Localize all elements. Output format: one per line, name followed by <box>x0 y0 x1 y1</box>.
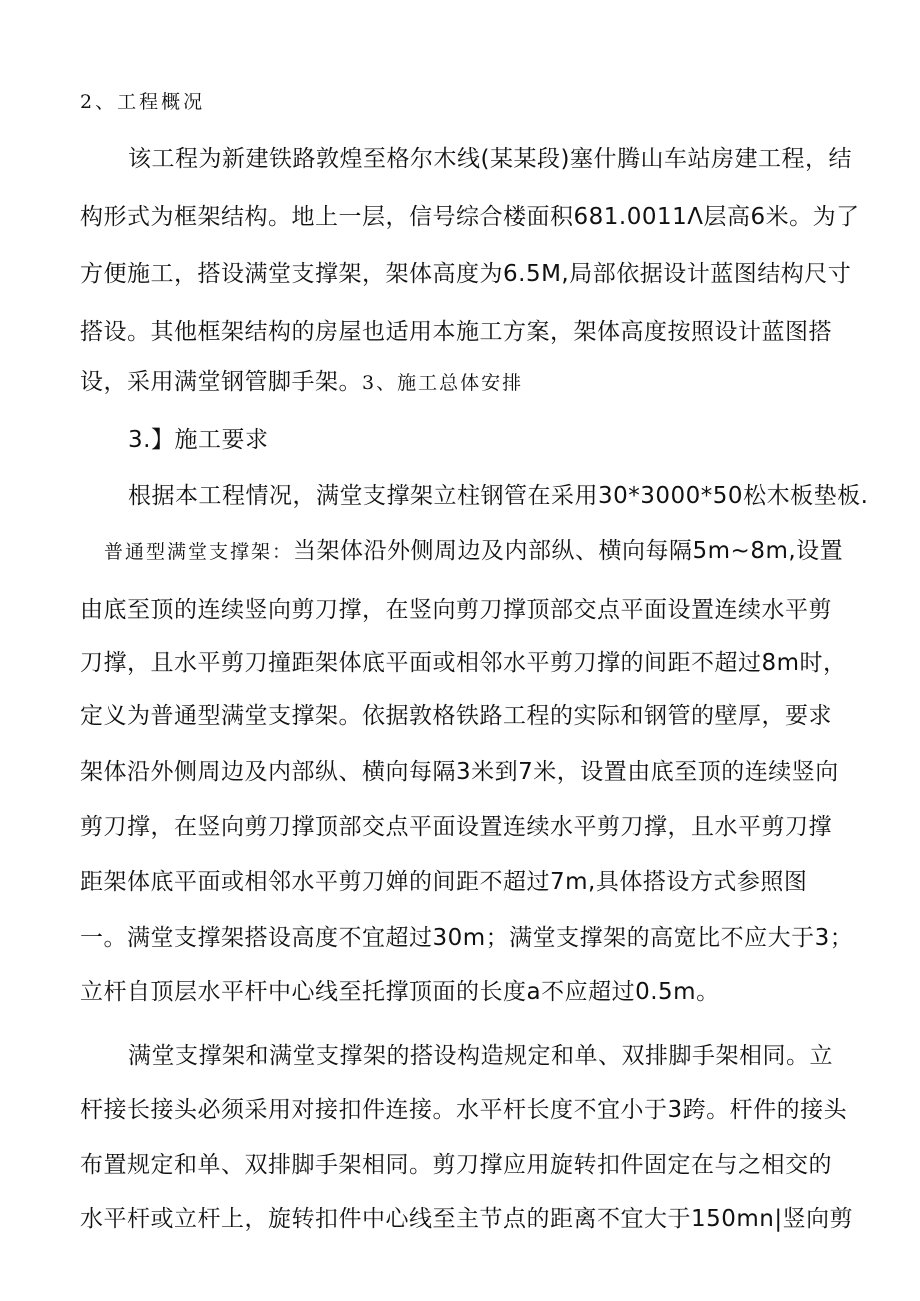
requirement-line-2-text: 当架体沿外侧周边及内部纵、横向每隔5m~8m,设置 <box>293 538 844 564</box>
section-heading-arrangement: 3、施工总体安排 <box>362 372 524 394</box>
requirement-line-9: 一。满堂支撑架搭设高度不宜超过30m；满堂支撑架的高宽比不应大于3； <box>80 925 854 951</box>
requirement-line-2 <box>104 535 843 568</box>
requirement-line-1: 根据本工程情况，满堂支撑架立柱钢管在采用30*3000*50松木板垫板. <box>128 483 869 509</box>
requirement-term-label: 普通型满堂支撑架： <box>104 541 294 563</box>
requirement-line-7: 剪刀撑，在竖向剪刀撑顶部交点平面设置连续水平剪刀撑，且水平剪刀撑 <box>80 814 832 840</box>
requirement-line-5: 定义为普通型满堂支撑架。依据敦格铁路工程的实际和钢管的壁厚，要求 <box>80 703 832 729</box>
paragraph-line-1: 满堂支撑架和满堂支撑架的搭设构造规定和单、双排脚手架相同。立 <box>128 1043 833 1069</box>
paragraph-line-2: 杆接长接头必须采用对接扣件连接。水平杆长度不宜小于3跨。杆件的接头 <box>80 1097 848 1123</box>
subsection-heading-requirements: 3.】施工要求 <box>128 427 269 453</box>
requirement-line-6: 架体沿外侧周边及内部纵、横向每隔3米到7米，设置由底至顶的连续竖向 <box>80 759 839 785</box>
requirement-line-3: 由底至顶的连续竖向剪刀撑，在竖向剪刀撑顶部交点平面设置连续水平剪 <box>80 597 832 623</box>
section-heading-overview: 2、工程概况 <box>80 91 206 113</box>
overview-line-1: 该工程为新建铁路敦煌至格尔木线(某某段)塞什腾山车站房建工程，结 <box>128 146 852 172</box>
paragraph-line-4: 水平杆或立杆上，旋转扣件中心线至主节点的距离不宜大于150mn|竖向剪 <box>80 1206 854 1232</box>
overview-last-text: 设，采用满堂钢管脚手架。 <box>80 369 362 395</box>
requirement-line-10: 立杆自顶层水平杆中心线至托撑顶面的长度a不应超过0.5m。 <box>80 979 720 1005</box>
overview-line-4: 搭设。其他框架结构的房屋也适用本施工方案，架体高度按照设计蓝图搭 <box>80 319 832 345</box>
overview-line-3: 方便施工，搭设满堂支撑架，架体高度为6.5M,局部依据设计蓝图结构尺寸 <box>80 261 852 287</box>
requirement-line-8: 距架体底平面或相邻水平剪刀婵的间距不超过7m,具体搭设方式参照图 <box>80 869 808 895</box>
requirement-line-4: 刀撑，且水平剪刀撞距架体底平面或相邻水平剪刀撑的间距不超过8m时， <box>80 650 847 676</box>
overview-line-2: 构形式为框架结构。地上一层，信号综合楼面积681.0011Λ层高6米。为了 <box>80 204 860 230</box>
overview-line-5 <box>80 366 523 399</box>
paragraph-line-3: 布置规定和单、双排脚手架相同。剪刀撑应用旋转扣件固定在与之相交的 <box>80 1152 832 1178</box>
